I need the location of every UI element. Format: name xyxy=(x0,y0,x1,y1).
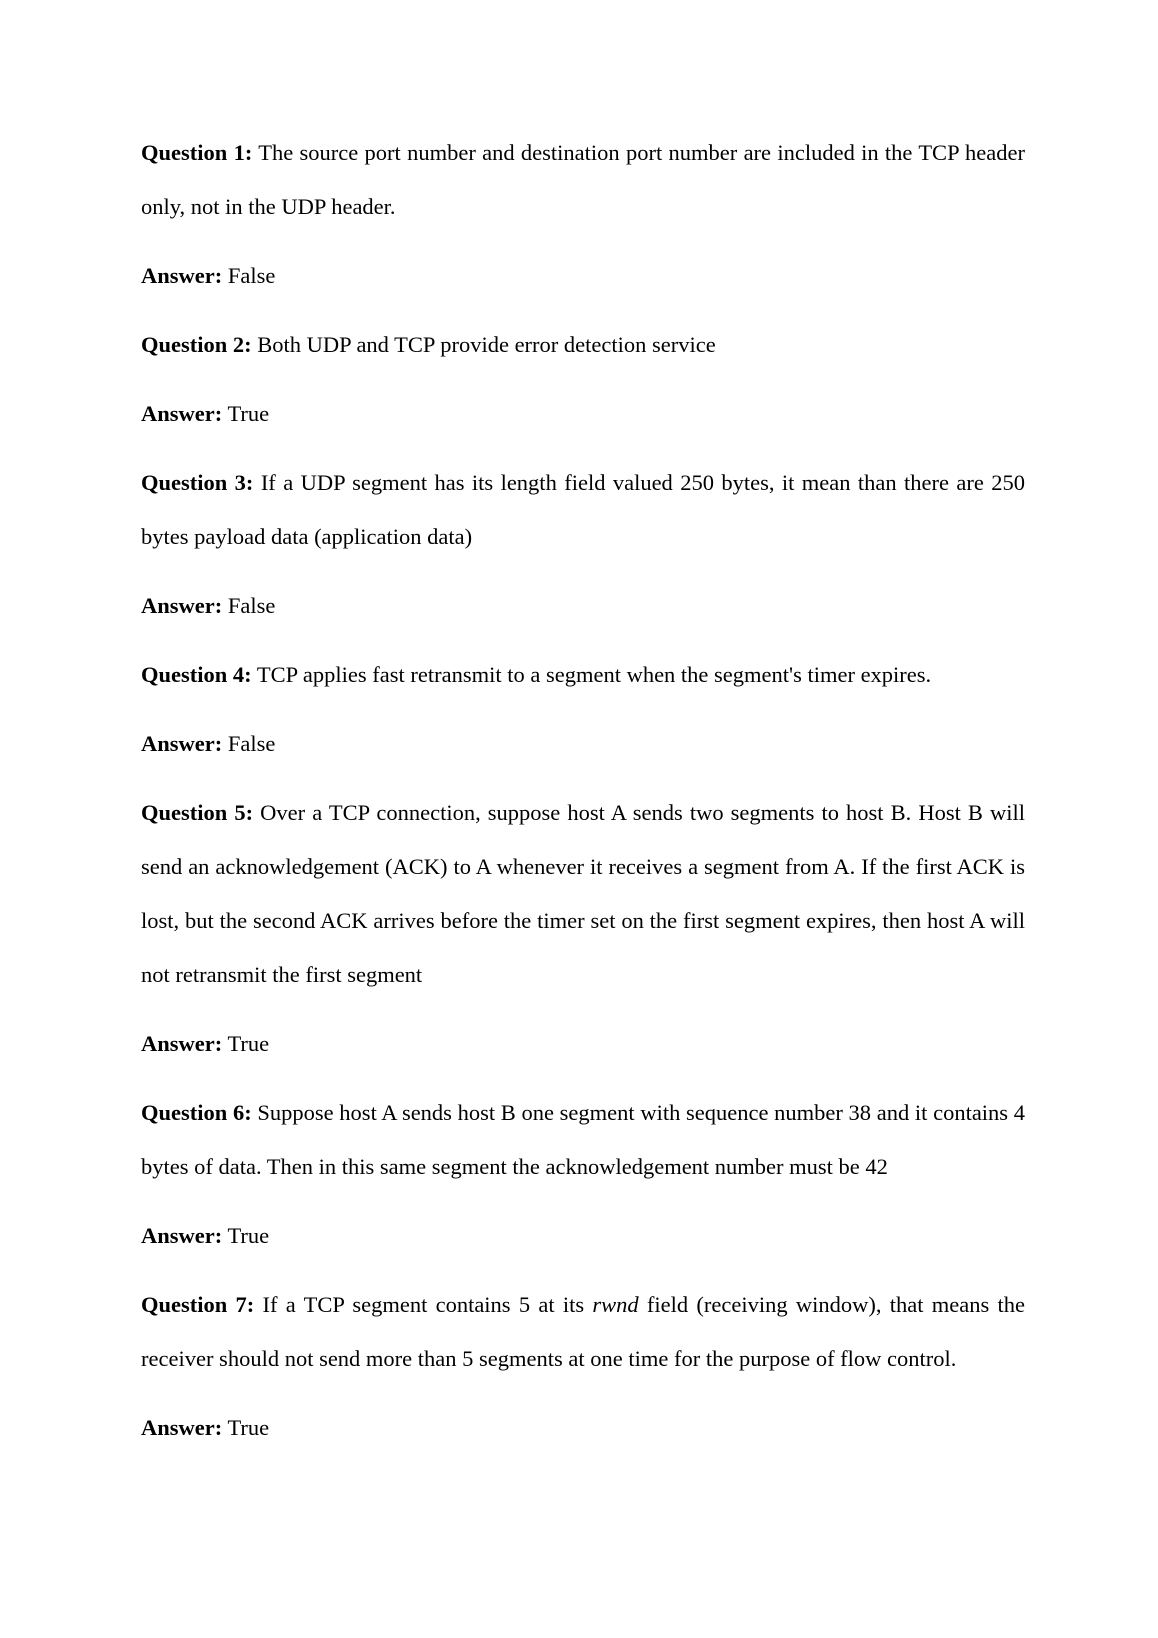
question-label: Question 1: xyxy=(141,140,253,165)
answer-value: True xyxy=(227,1031,270,1056)
answer-value: False xyxy=(227,263,276,288)
answer-value: True xyxy=(227,401,270,426)
question-label: Question 5: xyxy=(141,800,254,825)
question-label: Question 3: xyxy=(141,470,254,495)
question-5 xyxy=(141,786,1025,1002)
answer-label: Answer: xyxy=(141,263,223,288)
answer-label: Answer: xyxy=(141,731,223,756)
question-text: The source port number and destination port number are included in the TCP header only, not in the UDP header. xyxy=(141,140,1026,219)
answer-1 xyxy=(141,249,1025,303)
answer-label: Answer: xyxy=(141,593,223,618)
question-3 xyxy=(141,456,1025,564)
question-text: Suppose host A sends host B one segment with sequence number 38 and it contains 4 bytes of data. Then in this same segment the acknowledgement number must be 42 xyxy=(141,1100,1025,1179)
question-text: If a UDP segment has its length field valued 250 bytes, it mean than there are 250 bytes payload data (application data) xyxy=(141,470,1026,549)
answer-4 xyxy=(141,717,1025,771)
question-label: Question 4: xyxy=(141,662,252,687)
question-text-before: If a TCP segment contains 5 at its xyxy=(262,1292,585,1317)
document-page xyxy=(141,126,1025,1470)
answer-value: True xyxy=(227,1415,270,1440)
question-label: Question 7: xyxy=(141,1292,255,1317)
question-text: Over a TCP connection, suppose host A sends two segments to host B. Host B will send an acknowledgement (ACK) to A whenever it receives a segment from A. If the first ACK is lost, but the second ACK arrives before the timer set on the first segment expires, then host A will not retransmit the first segment xyxy=(141,800,1026,987)
question-text-emphasis: rwnd xyxy=(592,1292,639,1317)
question-text: TCP applies fast retransmit to a segment when the segment's timer expires. xyxy=(256,662,932,687)
answer-2 xyxy=(141,387,1025,441)
question-label: Question 6: xyxy=(141,1100,252,1125)
answer-label: Answer: xyxy=(141,401,223,426)
question-2 xyxy=(141,318,1025,372)
answer-label: Answer: xyxy=(141,1223,223,1248)
answer-value: False xyxy=(227,593,276,618)
question-6 xyxy=(141,1086,1025,1194)
question-text: Both UDP and TCP provide error detection service xyxy=(257,332,716,357)
question-7 xyxy=(141,1278,1025,1386)
question-1 xyxy=(141,126,1025,234)
question-4 xyxy=(141,648,1025,702)
answer-label: Answer: xyxy=(141,1415,223,1440)
answer-7 xyxy=(141,1401,1025,1455)
question-text-after: field (receiving window), that means the receiver should not send more than 5 segments at one time for the purpose of flow control. xyxy=(141,1292,1025,1371)
answer-5 xyxy=(141,1017,1025,1071)
answer-value: False xyxy=(227,731,276,756)
question-label: Question 2: xyxy=(141,332,252,357)
answer-3 xyxy=(141,579,1025,633)
answer-label: Answer: xyxy=(141,1031,223,1056)
answer-6 xyxy=(141,1209,1025,1263)
answer-value: True xyxy=(227,1223,270,1248)
